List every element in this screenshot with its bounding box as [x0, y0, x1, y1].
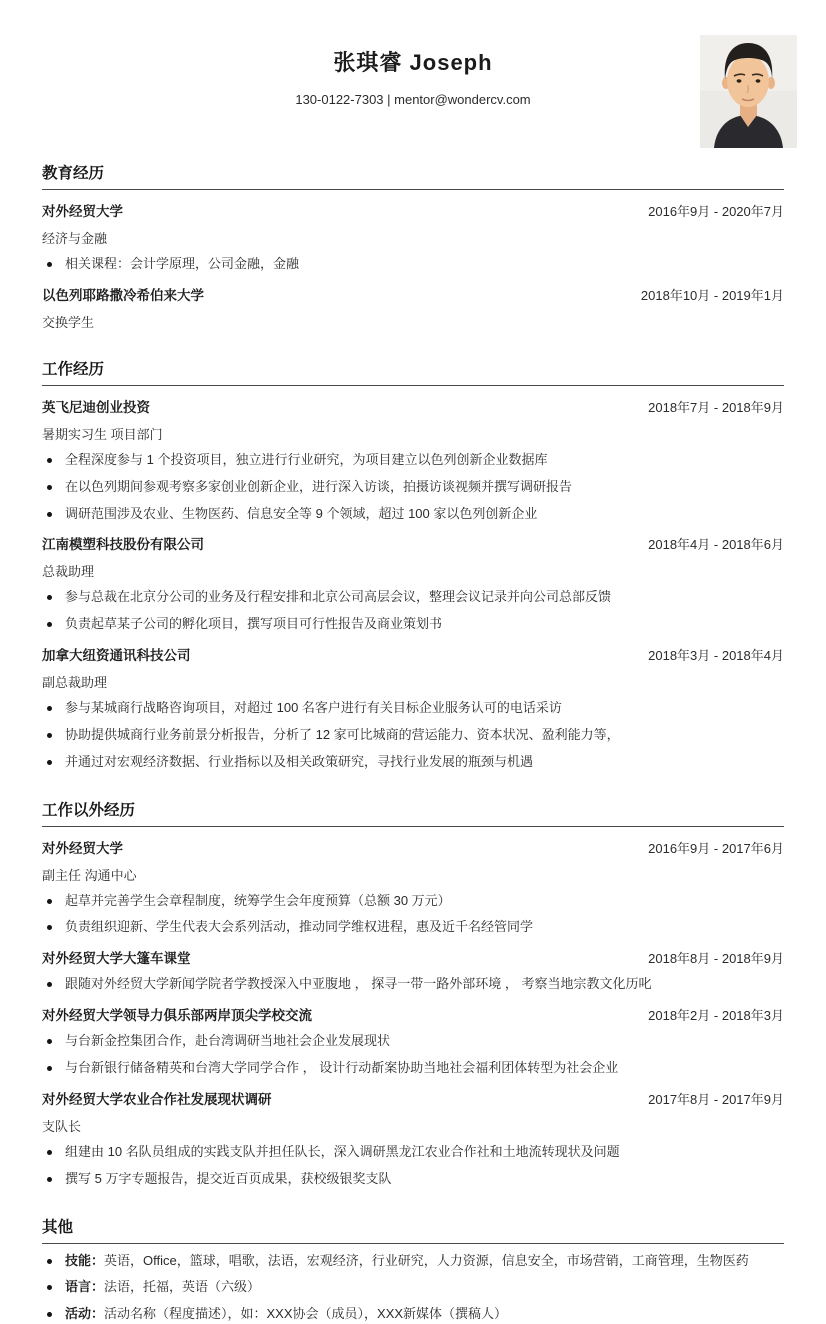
- bullet-text: 参与总裁在北京分公司的业务及行程安排和北京公司高层会议，整理会议记录并向公司总部反馈: [65, 588, 784, 607]
- bullet-item: [42, 975, 784, 994]
- bullet-dot-icon: [47, 899, 52, 904]
- entry-title: 以色列耶路撒冷希伯来大学: [42, 284, 204, 304]
- bullet-dot-icon: [47, 1312, 52, 1317]
- bullet-text: 并通过对宏观经济数据、行业指标以及相关政策研究，寻找行业发展的瓶颈与机遇: [65, 753, 784, 772]
- bullet-item: [42, 451, 784, 470]
- bullet-item: [42, 1143, 784, 1162]
- bullet-text: 与台新金控集团合作，赴台湾调研当地社会企业发展现状: [65, 1032, 784, 1051]
- section-entries: [42, 200, 784, 331]
- entry-date: 2018年7月 - 2018年9月: [648, 397, 784, 416]
- bullet-dot-icon: [47, 622, 52, 627]
- entry-subtitle: 总裁助理: [42, 561, 784, 580]
- entry-date: 2018年4月 - 2018年6月: [648, 534, 784, 553]
- bullet-item: [42, 699, 784, 718]
- entry-subtitle: 支队长: [42, 1116, 784, 1135]
- bullet-label: 技能：: [65, 1253, 104, 1268]
- bullet-item: [42, 918, 784, 937]
- resume-entry: [42, 1088, 784, 1189]
- entry-title: 对外经贸大学大篷车课堂: [42, 947, 191, 967]
- bullet-item: [42, 1170, 784, 1189]
- bullet-text: 组建由 10 名队员组成的实践支队并担任队长，深入调研黑龙江农业合作社和土地流转现状及问题: [65, 1143, 784, 1162]
- bullet-text: 全程深度参与 1 个投资项目，独立进行行业研究，为项目建立以色列创新企业数据库: [65, 451, 784, 470]
- bullet-label: 语言：: [65, 1279, 104, 1294]
- entry-date: 2017年8月 - 2017年9月: [648, 1089, 784, 1108]
- bullet-dot-icon: [47, 1066, 52, 1071]
- bullet-dot-icon: [47, 1177, 52, 1182]
- entry-date: 2018年10月 - 2019年1月: [641, 285, 784, 304]
- bullet-value: 活动名称（程度描述），如：XXX协会（成员），XXX新媒体（撰稿人）: [104, 1306, 507, 1321]
- resume-body: [42, 161, 784, 1324]
- labeled-bullet-item: [42, 1252, 784, 1271]
- bullet-item: [42, 255, 784, 274]
- bullet-dot-icon: [47, 1039, 52, 1044]
- bullet-dot-icon: [47, 1259, 52, 1264]
- bullet-item: [42, 1059, 784, 1078]
- bullet-dot-icon: [47, 706, 52, 711]
- entry-subtitle: 副主任 沟通中心: [42, 865, 784, 884]
- entry-head: [42, 533, 784, 553]
- bullet-label: 活动：: [65, 1306, 104, 1321]
- bullet-text: 负责组织迎新、学生代表大会系列活动，推动同学维权进程，惠及近千名经管同学: [65, 918, 784, 937]
- entry-subtitle: 交换学生: [42, 312, 784, 331]
- bullet-text: 在以色列期间参观考察多家创业创新企业，进行深入访谈，拍摄访谈视频并撰写调研报告: [65, 478, 784, 497]
- section: [42, 1215, 784, 1324]
- entry-head: [42, 1004, 784, 1024]
- bullet-item: [42, 478, 784, 497]
- section-entries: [42, 1252, 784, 1324]
- bullet-text: 与台新银行储备精英和台湾大学同学合作 ， 设计行动斱案协助当地社会福利团体转型为社会企业: [65, 1059, 784, 1078]
- entry-title: 对外经贸大学农业合作社发展现状调研: [42, 1088, 272, 1108]
- labeled-bullet-text: [65, 1305, 784, 1324]
- resume-entry: [42, 396, 784, 524]
- bullet-item: [42, 892, 784, 911]
- section-entries: [42, 837, 784, 1189]
- entry-title: 对外经贸大学: [42, 200, 123, 220]
- resume-entry: [42, 1004, 784, 1078]
- section-title: 工作以外经历: [42, 798, 784, 827]
- entry-title: 江南模塑科技股份有限公司: [42, 533, 204, 553]
- entry-title: 英飞尼迪创业投资: [42, 396, 150, 416]
- section-entries: [42, 396, 784, 772]
- entry-title: 对外经贸大学领导力俱乐部两岸顶尖学校交流: [42, 1004, 312, 1024]
- entry-date: 2016年9月 - 2017年6月: [648, 838, 784, 857]
- bullet-dot-icon: [47, 925, 52, 930]
- entry-title: 加拿大纽资通讯科技公司: [42, 644, 191, 664]
- bullet-dot-icon: [47, 1150, 52, 1155]
- resume-entry: [42, 644, 784, 772]
- bullet-dot-icon: [47, 485, 52, 490]
- entry-head: [42, 644, 784, 664]
- bullet-text: 调研范围涉及农业、生物医药、信息安全等 9 个领域，超过 100 家以色列创新企业: [65, 505, 784, 524]
- bullet-text: 协助提供城商行业务前景分析报告，分析了 12 家可比城商的营运能力、资本状况、盈利能力等，: [65, 726, 784, 745]
- bullet-item: [42, 615, 784, 634]
- entry-head: [42, 947, 784, 967]
- entry-subtitle: 副总裁助理: [42, 672, 784, 691]
- entry-head: [42, 284, 784, 304]
- bullet-text: 相关课程：会计学原理，公司金融，金融: [65, 255, 784, 274]
- bullet-dot-icon: [47, 458, 52, 463]
- bullet-item: [42, 753, 784, 772]
- entry-date: 2018年3月 - 2018年4月: [648, 645, 784, 664]
- bullet-dot-icon: [47, 262, 52, 267]
- section: [42, 357, 784, 772]
- bullet-dot-icon: [47, 733, 52, 738]
- entry-date: 2018年2月 - 2018年3月: [648, 1005, 784, 1024]
- bullet-text: 撰写 5 万字专题报告，提交近百页成果，获校级银奖支队: [65, 1170, 784, 1189]
- entry-title: 对外经贸大学: [42, 837, 123, 857]
- bullet-item: [42, 726, 784, 745]
- section-title: 其他: [42, 1215, 784, 1244]
- resume-entry: [42, 533, 784, 634]
- entry-subtitle: 暑期实习生 项目部门: [42, 424, 784, 443]
- portrait-photo: [700, 35, 797, 148]
- bullet-value: 法语，托福，英语（六级）: [104, 1279, 260, 1294]
- bullet-dot-icon: [47, 512, 52, 517]
- resume-entry: [42, 837, 784, 938]
- section: [42, 798, 784, 1189]
- resume-entry: [42, 284, 784, 331]
- entry-head: [42, 837, 784, 857]
- bullet-value: 英语，Office，篮球，唱歌，法语，宏观经济，行业研究，人力资源，信息安全，市场营销，工商管理，生物医药: [104, 1253, 749, 1268]
- bullet-dot-icon: [47, 595, 52, 600]
- entry-head: [42, 396, 784, 416]
- bullet-dot-icon: [47, 760, 52, 765]
- bullet-dot-icon: [47, 982, 52, 987]
- entry-head: [42, 200, 784, 220]
- labeled-bullet-item: [42, 1305, 784, 1324]
- person-name: 张琪睿 Joseph: [0, 46, 826, 77]
- entry-date: 2016年9月 - 2020年7月: [648, 201, 784, 220]
- section: [42, 161, 784, 331]
- bullet-text: 起草并完善学生会章程制度，统筹学生会年度预算（总额 30 万元）: [65, 892, 784, 911]
- entry-date: 2018年8月 - 2018年9月: [648, 948, 784, 967]
- resume-entry: [42, 947, 784, 994]
- entry-head: [42, 1088, 784, 1108]
- bullet-text: 跟随对外经贸大学新闻学院者学教授深入中亚腹地 ， 探寻一带一路外部环境 ， 考察当地宗教文化历叱: [65, 975, 784, 994]
- bullet-item: [42, 505, 784, 524]
- contact-line: 130-0122-7303 | mentor@wondercv.com: [0, 92, 826, 107]
- section-title: 工作经历: [42, 357, 784, 386]
- labeled-bullet-item: [42, 1278, 784, 1297]
- section-title: 教育经历: [42, 161, 784, 190]
- bullet-text: 参与某城商行战略咨询项目，对超过 100 名客户进行有关目标企业服务认可的电话采访: [65, 699, 784, 718]
- bullet-dot-icon: [47, 1285, 52, 1290]
- resume-entry: [42, 200, 784, 274]
- labeled-bullet-text: [65, 1278, 784, 1297]
- bullet-item: [42, 1032, 784, 1051]
- portrait-photo-image: [700, 35, 797, 148]
- bullet-text: 负责起草某子公司的孵化项目，撰写项目可行性报告及商业策划书: [65, 615, 784, 634]
- bullet-item: [42, 588, 784, 607]
- labeled-bullet-text: [65, 1252, 784, 1271]
- entry-subtitle: 经济与金融: [42, 228, 784, 247]
